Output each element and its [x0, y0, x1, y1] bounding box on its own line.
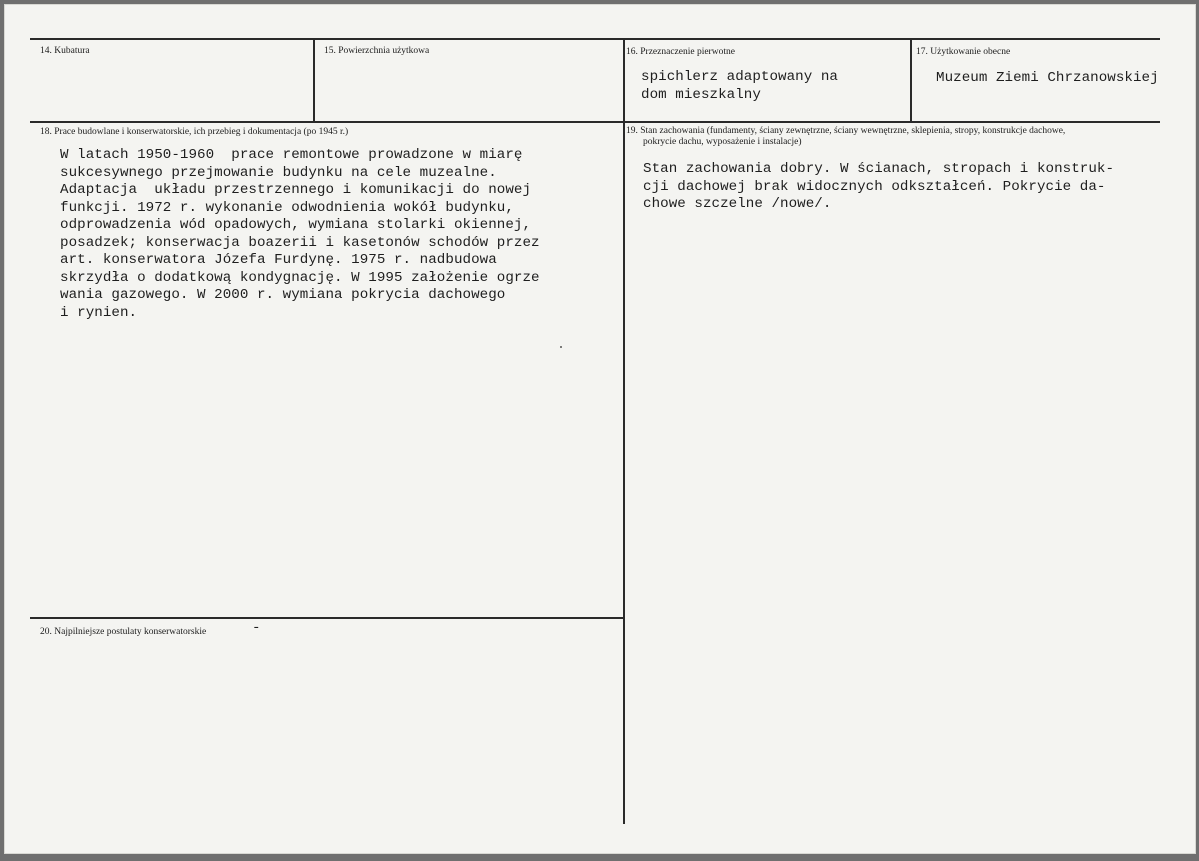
field-15-label: 15. Powierzchnia użytkowa: [324, 46, 430, 56]
field-19-value: [643, 161, 1194, 214]
text-line: skrzydła o dodatkową kondygnację. W 1995 założenie ogrze: [60, 269, 540, 286]
text-line: art. konserwatora Józefa Furdynę. 1975 r. nadbudowa: [60, 252, 497, 268]
text-line: wania gazowego. W 2000 r. wymiana pokrycia dachowego: [60, 287, 506, 303]
field-16-value: [641, 69, 838, 104]
field-20-value: -: [252, 620, 261, 636]
divider-16-17: [910, 38, 912, 122]
text-line: sukcesywnego przejmowanie budynku na cele muzealne.: [60, 164, 497, 181]
text-line: Adaptacja układu przestrzennego i komunikacji do nowej: [60, 182, 532, 198]
header-row-rule: [30, 121, 1160, 123]
text-line: chowe szczelne /nowe/.: [643, 196, 832, 212]
record-card: [4, 4, 1196, 854]
field-17-label: 17. Użytkowanie obecne: [916, 47, 1011, 57]
text-line: odprowadzenia wód opadowych, wymiana stolarki okiennej,: [60, 217, 532, 233]
text-line: Stan zachowania dobry. W ścianach, stropach i konstruk-: [643, 161, 1115, 177]
text-line: dom mieszkalny: [641, 86, 761, 103]
field-17-value: [936, 70, 1196, 88]
field-19-label: [626, 126, 1186, 148]
divider-14-15: [313, 38, 315, 122]
text-line: i rynien.: [60, 304, 138, 321]
top-rule: [30, 38, 1160, 40]
text-line: cji dachowej brak widocznych odkształceń. Pokrycie da-: [643, 178, 1106, 195]
text-line: W latach 1950-1960 prace remontowe prowadzone w miarę: [60, 147, 523, 163]
paper-speck: [560, 346, 562, 348]
field-16-label: 16. Przeznaczenie pierwotne: [626, 47, 735, 57]
text-line: Muzeum Ziemi Chrzanowskiej: [936, 70, 1159, 86]
text-line: posadzek; konserwacja boazerii i kasetonów schodów przez: [60, 234, 540, 251]
label-line: pokrycie dachu, wyposażenie i instalacje): [643, 137, 802, 147]
field-20-label: 20. Najpilniejsze postulaty konserwatorskie: [40, 627, 207, 637]
field-18-label: 18. Prace budowlane i konserwatorskie, ich przebieg i dokumentacja (po 1945 r.): [40, 127, 349, 137]
field-20-rule: [30, 617, 624, 619]
label-line: 19. Stan zachowania (fundamenty, ściany zewnętrzne, ściany wewnętrzne, sklepienia, stropy, konstrukcje dachowe,: [626, 126, 1066, 136]
text-line: spichlerz adaptowany na: [641, 69, 838, 85]
text-line: funkcji. 1972 r. wykonanie odwodnienia wokół budynku,: [60, 199, 514, 216]
field-14-label: 14. Kubatura: [40, 46, 90, 56]
field-18-value: [60, 147, 630, 322]
